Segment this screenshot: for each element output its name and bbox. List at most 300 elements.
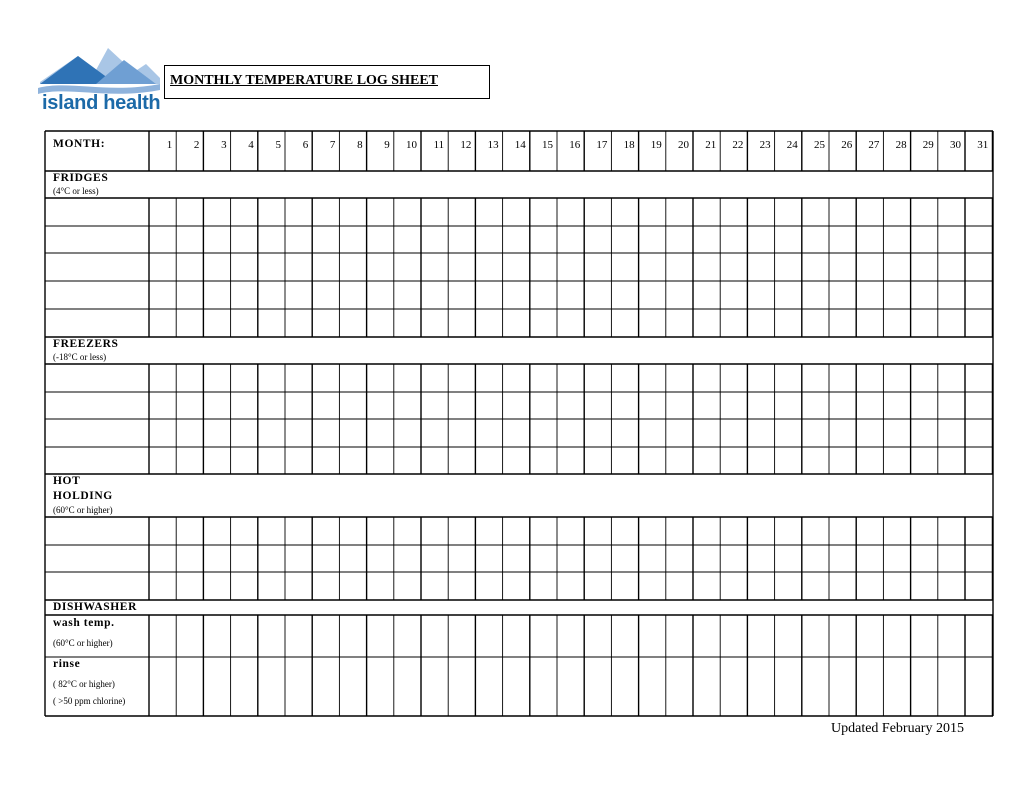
log-entry-cell[interactable]: [639, 517, 666, 545]
log-entry-cell[interactable]: [530, 198, 557, 226]
log-entry-cell[interactable]: [367, 198, 394, 226]
log-entry-cell[interactable]: [312, 226, 339, 253]
log-entry-cell[interactable]: [285, 517, 312, 545]
log-entry-cell[interactable]: [421, 447, 448, 474]
log-entry-cell[interactable]: [203, 364, 230, 392]
log-entry-cell[interactable]: [965, 392, 992, 419]
log-entry-cell[interactable]: [829, 572, 856, 600]
log-entry-cell[interactable]: [367, 517, 394, 545]
log-entry-cell[interactable]: [965, 253, 992, 281]
log-entry-cell[interactable]: [720, 572, 747, 600]
log-entry-cell[interactable]: [176, 657, 203, 716]
log-entry-cell[interactable]: [666, 226, 693, 253]
log-entry-cell[interactable]: [829, 226, 856, 253]
log-entry-cell[interactable]: [339, 309, 366, 337]
log-entry-cell[interactable]: [421, 419, 448, 447]
log-entry-cell[interactable]: [911, 253, 938, 281]
log-entry-cell[interactable]: [802, 198, 829, 226]
log-entry-cell[interactable]: [720, 419, 747, 447]
log-entry-cell[interactable]: [666, 657, 693, 716]
log-entry-cell[interactable]: [856, 198, 883, 226]
log-entry-cell[interactable]: [231, 253, 258, 281]
log-entry-cell[interactable]: [802, 615, 829, 657]
log-entry-cell[interactable]: [883, 226, 910, 253]
log-entry-cell[interactable]: [149, 447, 176, 474]
log-entry-cell[interactable]: [829, 517, 856, 545]
log-entry-cell[interactable]: [856, 517, 883, 545]
log-entry-cell[interactable]: [911, 198, 938, 226]
log-entry-cell[interactable]: [883, 615, 910, 657]
log-entry-cell[interactable]: [176, 545, 203, 572]
log-entry-cell[interactable]: [367, 309, 394, 337]
log-entry-cell[interactable]: [584, 226, 611, 253]
log-entry-cell[interactable]: [938, 392, 965, 419]
log-entry-cell[interactable]: [611, 419, 638, 447]
log-entry-cell[interactable]: [394, 364, 421, 392]
log-entry-cell[interactable]: [611, 517, 638, 545]
log-entry-cell[interactable]: [829, 545, 856, 572]
log-entry-cell[interactable]: [231, 198, 258, 226]
log-entry-cell[interactable]: [285, 226, 312, 253]
log-entry-cell[interactable]: [557, 364, 584, 392]
log-entry-cell[interactable]: [231, 657, 258, 716]
log-entry-cell[interactable]: [176, 447, 203, 474]
log-entry-cell[interactable]: [231, 309, 258, 337]
log-entry-cell[interactable]: [938, 364, 965, 392]
log-entry-cell[interactable]: [176, 572, 203, 600]
log-entry-cell[interactable]: [666, 545, 693, 572]
log-entry-cell[interactable]: [557, 281, 584, 309]
log-entry-cell[interactable]: [339, 364, 366, 392]
log-entry-cell[interactable]: [258, 615, 285, 657]
log-entry-cell[interactable]: [258, 545, 285, 572]
log-entry-cell[interactable]: [394, 253, 421, 281]
log-entry-cell[interactable]: [938, 615, 965, 657]
log-entry-cell[interactable]: [530, 281, 557, 309]
log-entry-cell[interactable]: [911, 419, 938, 447]
log-entry-cell[interactable]: [475, 545, 502, 572]
log-entry-cell[interactable]: [802, 253, 829, 281]
log-entry-cell[interactable]: [775, 615, 802, 657]
log-entry-cell[interactable]: [720, 392, 747, 419]
log-entry-cell[interactable]: [720, 545, 747, 572]
log-entry-cell[interactable]: [339, 392, 366, 419]
log-entry-cell[interactable]: [883, 572, 910, 600]
log-entry-cell[interactable]: [231, 615, 258, 657]
log-entry-cell[interactable]: [557, 615, 584, 657]
log-entry-cell[interactable]: [285, 572, 312, 600]
log-entry-cell[interactable]: [149, 615, 176, 657]
log-entry-cell[interactable]: [965, 226, 992, 253]
log-entry-cell[interactable]: [639, 657, 666, 716]
log-entry-cell[interactable]: [231, 517, 258, 545]
log-entry-cell[interactable]: [203, 253, 230, 281]
log-entry-cell[interactable]: [883, 309, 910, 337]
log-entry-cell[interactable]: [448, 392, 475, 419]
log-entry-cell[interactable]: [802, 226, 829, 253]
log-entry-cell[interactable]: [720, 517, 747, 545]
log-entry-cell[interactable]: [503, 309, 530, 337]
log-entry-cell[interactable]: [203, 226, 230, 253]
log-entry-cell[interactable]: [639, 364, 666, 392]
log-entry-cell[interactable]: [666, 392, 693, 419]
log-entry-cell[interactable]: [448, 572, 475, 600]
log-entry-cell[interactable]: [911, 281, 938, 309]
log-entry-cell[interactable]: [448, 419, 475, 447]
log-entry-cell[interactable]: [339, 281, 366, 309]
log-entry-cell[interactable]: [285, 364, 312, 392]
log-entry-cell[interactable]: [883, 281, 910, 309]
log-entry-cell[interactable]: [693, 657, 720, 716]
log-entry-cell[interactable]: [149, 657, 176, 716]
log-entry-cell[interactable]: [339, 253, 366, 281]
log-entry-cell[interactable]: [421, 364, 448, 392]
log-entry-cell[interactable]: [802, 392, 829, 419]
log-entry-cell[interactable]: [503, 392, 530, 419]
log-entry-cell[interactable]: [584, 198, 611, 226]
log-entry-cell[interactable]: [421, 226, 448, 253]
log-entry-cell[interactable]: [829, 419, 856, 447]
log-entry-cell[interactable]: [258, 198, 285, 226]
log-entry-cell[interactable]: [258, 364, 285, 392]
log-entry-cell[interactable]: [503, 198, 530, 226]
log-entry-cell[interactable]: [421, 657, 448, 716]
log-entry-cell[interactable]: [883, 253, 910, 281]
log-entry-cell[interactable]: [448, 309, 475, 337]
log-entry-cell[interactable]: [829, 615, 856, 657]
log-entry-cell[interactable]: [829, 447, 856, 474]
log-entry-cell[interactable]: [448, 517, 475, 545]
log-entry-cell[interactable]: [394, 281, 421, 309]
log-entry-cell[interactable]: [693, 226, 720, 253]
log-entry-cell[interactable]: [503, 419, 530, 447]
log-entry-cell[interactable]: [938, 226, 965, 253]
log-entry-cell[interactable]: [938, 447, 965, 474]
log-entry-cell[interactable]: [611, 572, 638, 600]
log-entry-cell[interactable]: [720, 226, 747, 253]
log-entry-cell[interactable]: [639, 226, 666, 253]
log-entry-cell[interactable]: [666, 447, 693, 474]
log-entry-cell[interactable]: [203, 198, 230, 226]
log-entry-cell[interactable]: [775, 392, 802, 419]
log-entry-cell[interactable]: [666, 517, 693, 545]
log-entry-cell[interactable]: [367, 615, 394, 657]
log-entry-cell[interactable]: [149, 253, 176, 281]
log-entry-cell[interactable]: [530, 615, 557, 657]
log-entry-cell[interactable]: [203, 517, 230, 545]
log-entry-cell[interactable]: [666, 198, 693, 226]
log-entry-cell[interactable]: [720, 615, 747, 657]
log-entry-cell[interactable]: [829, 364, 856, 392]
log-entry-cell[interactable]: [584, 517, 611, 545]
log-entry-cell[interactable]: [448, 615, 475, 657]
log-entry-cell[interactable]: [394, 545, 421, 572]
log-entry-cell[interactable]: [557, 253, 584, 281]
log-entry-cell[interactable]: [149, 545, 176, 572]
log-entry-cell[interactable]: [231, 364, 258, 392]
log-entry-cell[interactable]: [394, 517, 421, 545]
log-entry-cell[interactable]: [611, 281, 638, 309]
log-entry-cell[interactable]: [448, 364, 475, 392]
log-entry-cell[interactable]: [938, 198, 965, 226]
log-entry-cell[interactable]: [775, 419, 802, 447]
log-entry-cell[interactable]: [938, 309, 965, 337]
log-entry-cell[interactable]: [611, 309, 638, 337]
log-entry-cell[interactable]: [149, 392, 176, 419]
log-entry-cell[interactable]: [149, 198, 176, 226]
log-entry-cell[interactable]: [149, 419, 176, 447]
log-entry-cell[interactable]: [530, 545, 557, 572]
log-entry-cell[interactable]: [883, 517, 910, 545]
log-entry-cell[interactable]: [448, 447, 475, 474]
log-entry-cell[interactable]: [475, 615, 502, 657]
log-entry-cell[interactable]: [911, 447, 938, 474]
log-entry-cell[interactable]: [747, 309, 774, 337]
log-entry-cell[interactable]: [367, 419, 394, 447]
log-entry-cell[interactable]: [530, 253, 557, 281]
log-entry-cell[interactable]: [639, 392, 666, 419]
log-entry-cell[interactable]: [557, 517, 584, 545]
log-entry-cell[interactable]: [965, 198, 992, 226]
log-entry-cell[interactable]: [639, 309, 666, 337]
log-entry-cell[interactable]: [775, 545, 802, 572]
log-entry-cell[interactable]: [421, 545, 448, 572]
log-entry-cell[interactable]: [693, 253, 720, 281]
log-entry-cell[interactable]: [802, 419, 829, 447]
log-entry-cell[interactable]: [775, 572, 802, 600]
log-entry-cell[interactable]: [584, 392, 611, 419]
log-entry-cell[interactable]: [666, 572, 693, 600]
log-entry-cell[interactable]: [475, 226, 502, 253]
log-entry-cell[interactable]: [856, 281, 883, 309]
log-entry-cell[interactable]: [149, 364, 176, 392]
log-entry-cell[interactable]: [883, 392, 910, 419]
log-entry-cell[interactable]: [339, 517, 366, 545]
log-entry-cell[interactable]: [339, 226, 366, 253]
log-entry-cell[interactable]: [312, 281, 339, 309]
log-entry-cell[interactable]: [693, 281, 720, 309]
log-entry-cell[interactable]: [720, 657, 747, 716]
log-entry-cell[interactable]: [856, 226, 883, 253]
log-entry-cell[interactable]: [666, 309, 693, 337]
log-entry-cell[interactable]: [503, 253, 530, 281]
log-entry-cell[interactable]: [557, 392, 584, 419]
log-entry-cell[interactable]: [530, 572, 557, 600]
log-entry-cell[interactable]: [258, 392, 285, 419]
log-entry-cell[interactable]: [421, 392, 448, 419]
log-entry-cell[interactable]: [584, 309, 611, 337]
log-entry-cell[interactable]: [856, 309, 883, 337]
log-entry-cell[interactable]: [611, 198, 638, 226]
log-entry-cell[interactable]: [965, 419, 992, 447]
log-entry-cell[interactable]: [720, 198, 747, 226]
log-entry-cell[interactable]: [530, 419, 557, 447]
log-entry-cell[interactable]: [285, 309, 312, 337]
log-entry-cell[interactable]: [203, 545, 230, 572]
log-entry-cell[interactable]: [312, 615, 339, 657]
log-entry-cell[interactable]: [258, 657, 285, 716]
log-entry-cell[interactable]: [530, 447, 557, 474]
log-entry-cell[interactable]: [448, 226, 475, 253]
log-entry-cell[interactable]: [802, 281, 829, 309]
log-entry-cell[interactable]: [720, 447, 747, 474]
log-entry-cell[interactable]: [747, 419, 774, 447]
log-entry-cell[interactable]: [611, 545, 638, 572]
log-entry-cell[interactable]: [965, 281, 992, 309]
log-entry-cell[interactable]: [775, 198, 802, 226]
log-entry-cell[interactable]: [475, 198, 502, 226]
log-entry-cell[interactable]: [775, 253, 802, 281]
log-entry-cell[interactable]: [883, 419, 910, 447]
log-entry-cell[interactable]: [584, 419, 611, 447]
log-entry-cell[interactable]: [747, 226, 774, 253]
log-entry-cell[interactable]: [693, 392, 720, 419]
log-entry-cell[interactable]: [557, 545, 584, 572]
log-entry-cell[interactable]: [285, 657, 312, 716]
log-entry-cell[interactable]: [747, 198, 774, 226]
log-entry-cell[interactable]: [747, 572, 774, 600]
log-entry-cell[interactable]: [503, 281, 530, 309]
log-entry-cell[interactable]: [530, 517, 557, 545]
log-entry-cell[interactable]: [693, 615, 720, 657]
log-entry-cell[interactable]: [747, 545, 774, 572]
log-entry-cell[interactable]: [530, 392, 557, 419]
log-entry-cell[interactable]: [231, 226, 258, 253]
log-entry-cell[interactable]: [965, 615, 992, 657]
log-entry-cell[interactable]: [584, 545, 611, 572]
log-entry-cell[interactable]: [557, 198, 584, 226]
log-entry-cell[interactable]: [557, 226, 584, 253]
log-entry-cell[interactable]: [883, 545, 910, 572]
log-entry-cell[interactable]: [312, 447, 339, 474]
log-entry-cell[interactable]: [611, 364, 638, 392]
log-entry-cell[interactable]: [639, 447, 666, 474]
log-entry-cell[interactable]: [312, 392, 339, 419]
log-entry-cell[interactable]: [530, 226, 557, 253]
log-entry-cell[interactable]: [911, 517, 938, 545]
log-entry-cell[interactable]: [965, 364, 992, 392]
log-entry-cell[interactable]: [312, 198, 339, 226]
log-entry-cell[interactable]: [149, 281, 176, 309]
log-entry-cell[interactable]: [720, 364, 747, 392]
log-entry-cell[interactable]: [475, 447, 502, 474]
log-entry-cell[interactable]: [394, 615, 421, 657]
log-entry-cell[interactable]: [312, 657, 339, 716]
log-entry-cell[interactable]: [203, 392, 230, 419]
log-entry-cell[interactable]: [584, 364, 611, 392]
log-entry-cell[interactable]: [176, 615, 203, 657]
log-entry-cell[interactable]: [367, 572, 394, 600]
log-entry-cell[interactable]: [856, 657, 883, 716]
log-entry-cell[interactable]: [557, 572, 584, 600]
log-entry-cell[interactable]: [747, 281, 774, 309]
log-entry-cell[interactable]: [911, 226, 938, 253]
log-entry-cell[interactable]: [258, 572, 285, 600]
log-entry-cell[interactable]: [475, 392, 502, 419]
log-entry-cell[interactable]: [965, 545, 992, 572]
log-entry-cell[interactable]: [312, 253, 339, 281]
log-entry-cell[interactable]: [258, 309, 285, 337]
log-entry-cell[interactable]: [911, 657, 938, 716]
log-entry-cell[interactable]: [176, 253, 203, 281]
log-entry-cell[interactable]: [367, 364, 394, 392]
log-entry-cell[interactable]: [367, 447, 394, 474]
log-entry-cell[interactable]: [367, 226, 394, 253]
log-entry-cell[interactable]: [176, 198, 203, 226]
log-entry-cell[interactable]: [829, 198, 856, 226]
log-entry-cell[interactable]: [938, 419, 965, 447]
log-entry-cell[interactable]: [394, 657, 421, 716]
log-entry-cell[interactable]: [203, 419, 230, 447]
log-entry-cell[interactable]: [503, 657, 530, 716]
log-entry-cell[interactable]: [666, 615, 693, 657]
log-entry-cell[interactable]: [394, 419, 421, 447]
log-entry-cell[interactable]: [339, 447, 366, 474]
log-entry-cell[interactable]: [693, 517, 720, 545]
log-entry-cell[interactable]: [639, 198, 666, 226]
log-entry-cell[interactable]: [584, 657, 611, 716]
log-entry-cell[interactable]: [503, 615, 530, 657]
log-entry-cell[interactable]: [911, 392, 938, 419]
log-entry-cell[interactable]: [367, 392, 394, 419]
log-entry-cell[interactable]: [203, 615, 230, 657]
log-entry-cell[interactable]: [747, 447, 774, 474]
log-entry-cell[interactable]: [231, 447, 258, 474]
log-entry-cell[interactable]: [285, 253, 312, 281]
log-entry-cell[interactable]: [775, 281, 802, 309]
log-entry-cell[interactable]: [312, 572, 339, 600]
log-entry-cell[interactable]: [176, 419, 203, 447]
log-entry-cell[interactable]: [421, 281, 448, 309]
log-entry-cell[interactable]: [584, 615, 611, 657]
log-entry-cell[interactable]: [339, 657, 366, 716]
log-entry-cell[interactable]: [611, 253, 638, 281]
log-entry-cell[interactable]: [475, 657, 502, 716]
log-entry-cell[interactable]: [611, 392, 638, 419]
log-entry-cell[interactable]: [557, 309, 584, 337]
log-entry-cell[interactable]: [693, 364, 720, 392]
log-entry-cell[interactable]: [149, 517, 176, 545]
log-entry-cell[interactable]: [911, 309, 938, 337]
log-entry-cell[interactable]: [856, 447, 883, 474]
log-entry-cell[interactable]: [883, 447, 910, 474]
log-entry-cell[interactable]: [285, 545, 312, 572]
log-entry-cell[interactable]: [856, 392, 883, 419]
log-entry-cell[interactable]: [666, 281, 693, 309]
log-entry-cell[interactable]: [258, 281, 285, 309]
log-entry-cell[interactable]: [856, 253, 883, 281]
log-entry-cell[interactable]: [339, 572, 366, 600]
log-entry-cell[interactable]: [203, 447, 230, 474]
log-entry-cell[interactable]: [176, 392, 203, 419]
log-entry-cell[interactable]: [503, 447, 530, 474]
log-entry-cell[interactable]: [666, 253, 693, 281]
log-entry-cell[interactable]: [911, 572, 938, 600]
log-entry-cell[interactable]: [775, 226, 802, 253]
log-entry-cell[interactable]: [258, 226, 285, 253]
log-entry-cell[interactable]: [285, 281, 312, 309]
log-entry-cell[interactable]: [149, 572, 176, 600]
log-entry-cell[interactable]: [775, 364, 802, 392]
log-entry-cell[interactable]: [339, 419, 366, 447]
log-entry-cell[interactable]: [938, 572, 965, 600]
log-entry-cell[interactable]: [312, 517, 339, 545]
log-entry-cell[interactable]: [584, 281, 611, 309]
log-entry-cell[interactable]: [639, 545, 666, 572]
log-entry-cell[interactable]: [829, 281, 856, 309]
log-entry-cell[interactable]: [829, 309, 856, 337]
log-entry-cell[interactable]: [503, 226, 530, 253]
